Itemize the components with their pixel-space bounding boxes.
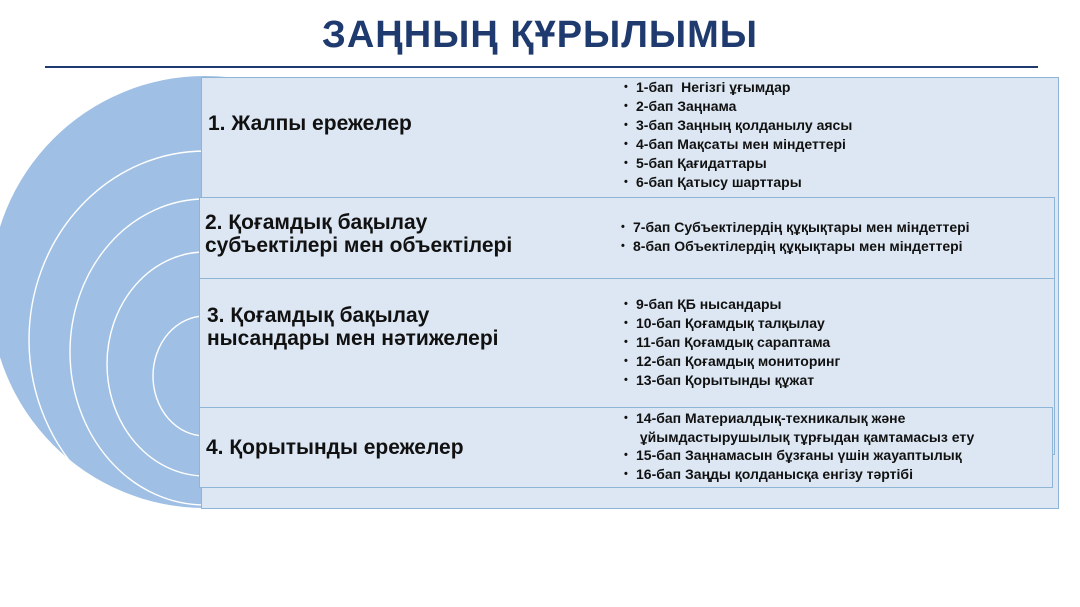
section-2-items [621,218,970,256]
list-item: • 5-бап Қағидаттары [624,154,852,173]
section-1-label: 1. Жалпы ережелер [208,112,412,135]
section-2-label-line-2: субъектілері мен объектілері [205,234,513,257]
list-item: • 6-бап Қатысу шарттары [624,173,852,192]
section-3-label [207,304,499,350]
section-4-items [624,409,974,483]
section-3-items [624,295,840,390]
section-4-label: 4. Қорытынды ережелер [206,436,464,459]
list-item: • 16-бап Заңды қолданысқа енгізу тәртібі [624,465,974,484]
list-item: • 12-бап Қоғамдық мониторинг [624,352,840,371]
list-item: • 13-бап Қорытынды құжат [624,371,840,390]
section-3-label-line-2: нысандары мен нәтижелері [207,327,499,350]
list-item: • 4-бап Мақсаты мен міндеттері [624,135,852,154]
section-1-items [624,78,852,192]
list-item: • 3-бап Заңның қолданылу аясы [624,116,852,135]
section-3-label-line-1: 3. Қоғамдық бақылау [207,304,430,327]
list-item: • 11-бап Қоғамдық сараптама [624,333,840,352]
list-item: • 15-бап Заңнамасын бұзғаны үшін жауаптылық [624,446,974,465]
list-item: • 2-бап Заңнама [624,97,852,116]
list-item: • 9-бап ҚБ нысандары [624,295,840,314]
list-item: • 10-бап Қоғамдық талқылау [624,314,840,333]
page-title: ЗАҢНЫҢ ҚҰРЫЛЫМЫ [322,14,758,56]
list-item: • 7-бап Субъектілердің құқықтары мен міндеттері [621,218,970,237]
list-item: • 8-бап Объектілердің құқықтары мен міндеттері [621,237,970,256]
section-2-label-line-1: 2. Қоғамдық бақылау [205,211,428,234]
section-2-label [205,211,512,257]
list-item: • 14-бап Материалдық-техникалық және ұйымдастырушылық тұрғыдан қамтамасыз ету [624,409,974,446]
list-item: • 1-бап Негізгі ұғымдар [624,78,852,97]
